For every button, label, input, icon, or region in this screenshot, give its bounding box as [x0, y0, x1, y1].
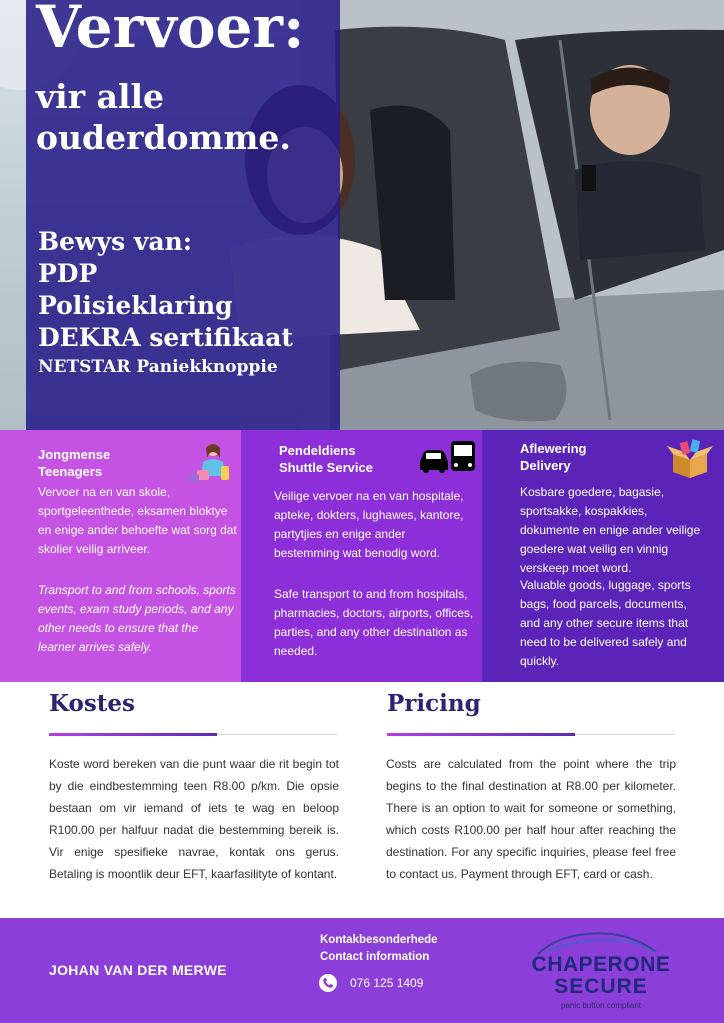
service-title-line: Delivery — [520, 458, 571, 473]
pricing-heading: Pricing — [387, 690, 481, 717]
service-title-line: Pendeldiens — [279, 443, 356, 458]
kostes-text: Koste word bereken van die punt waar die rit begin tot by die eindbestemming teen R8.00 p/km. Die opsie bestaan om vir iemand of iets te wag en beloop R100.00 per halfuur nadat die bestemming bereik is. Vir enige spesifieke navrae, kontak ons gerus. Betaling is moontlik deur EFT, kaarfasilityte of kontant. — [49, 757, 339, 881]
contact-label-af: Kontakbesonderhede — [320, 934, 438, 946]
pricing-text: Costs are calculated from the point where the trip begins to the final destination at R8.00 per kilometer. There is an option to wait for someone or something, which costs R100.00 per half hour after reaching the destination. For any specific inquiries, please feel free to contact us. Payment through EFT, card or cash. — [386, 757, 676, 881]
service-title-line: Jongmense — [38, 447, 111, 462]
contact-label-en: Contact information — [320, 951, 430, 963]
service-teenagers — [0, 430, 241, 682]
subtitle-line: vir alle — [36, 77, 165, 116]
service-title — [520, 440, 586, 474]
services-band — [0, 430, 724, 682]
kostes-heading: Kostes — [49, 690, 135, 717]
service-delivery — [482, 430, 724, 682]
heading-underline-grey — [217, 734, 337, 735]
package-box-icon — [665, 438, 715, 478]
service-text-en: Safe transport to and from hospitals, pharmacies, doctors, airports, offices, parties, and any other destination as needed. — [274, 587, 474, 658]
service-title-line: Aflewering — [520, 441, 587, 456]
credential-item: PDP — [38, 259, 98, 288]
car-bus-icon — [417, 438, 479, 476]
credentials-list — [38, 226, 293, 380]
footer — [0, 918, 724, 1023]
service-title-line: Shuttle Service — [279, 460, 373, 475]
contact-name: JOHAN VAN DER MERWE — [49, 962, 227, 978]
service-shuttle — [241, 430, 482, 682]
heading-underline-grey — [575, 734, 675, 735]
teenager-icon — [183, 440, 233, 484]
page-subtitle — [36, 76, 291, 158]
subtitle-line: ouderdomme. — [36, 118, 291, 157]
logo-tagline: panic button compliant — [560, 1001, 642, 1010]
hero-banner — [0, 0, 724, 430]
service-text-en: Valuable goods, luggage, sports bags, food parcels, documents, and any other secure items that need to be delivered safely and quickly. — [520, 578, 691, 668]
page-title: Vervoer: — [36, 0, 305, 61]
logo-line1: CHAPERONE — [531, 953, 671, 976]
credential-item: Polisieklaring — [38, 291, 233, 320]
service-text-af: Veilige vervoer na en van hospitale, apteke, dokters, lughawes, kantore, partytjies en enige ander bestemming wat benodig word. — [274, 489, 464, 560]
phone-number[interactable]: 076 125 1409 — [350, 976, 424, 990]
phone-icon — [319, 974, 337, 992]
service-title-line: Teenagers — [38, 464, 103, 479]
credential-item: NETSTAR Paniekknoppie — [38, 357, 278, 377]
service-title — [279, 442, 373, 476]
service-text-af: Kosbare goedere, bagasie, sportsakke, kospakkies, dokumente en enige ander veilige goedere wat veilig en vinnig verskeep moet word. — [520, 485, 701, 575]
service-title — [38, 446, 110, 480]
credential-item: DEKRA sertifikaat — [38, 323, 293, 352]
chaperone-logo — [516, 928, 686, 1018]
credential-item: Bewys van: — [38, 227, 192, 256]
service-text-af: Vervoer na en van skole, sportgeleenthede, eksamen bloktye en enige ander behoefte wat sorg dat skolier veilig arriveer. — [38, 485, 237, 556]
logo-line2: SECURE — [554, 975, 648, 998]
heading-underline — [49, 733, 217, 736]
service-text-en: Transport to and from schools, sports events, exam study periods, and any other needs to ensure that the learner arrives safely. — [38, 583, 236, 654]
heading-underline — [387, 733, 575, 736]
